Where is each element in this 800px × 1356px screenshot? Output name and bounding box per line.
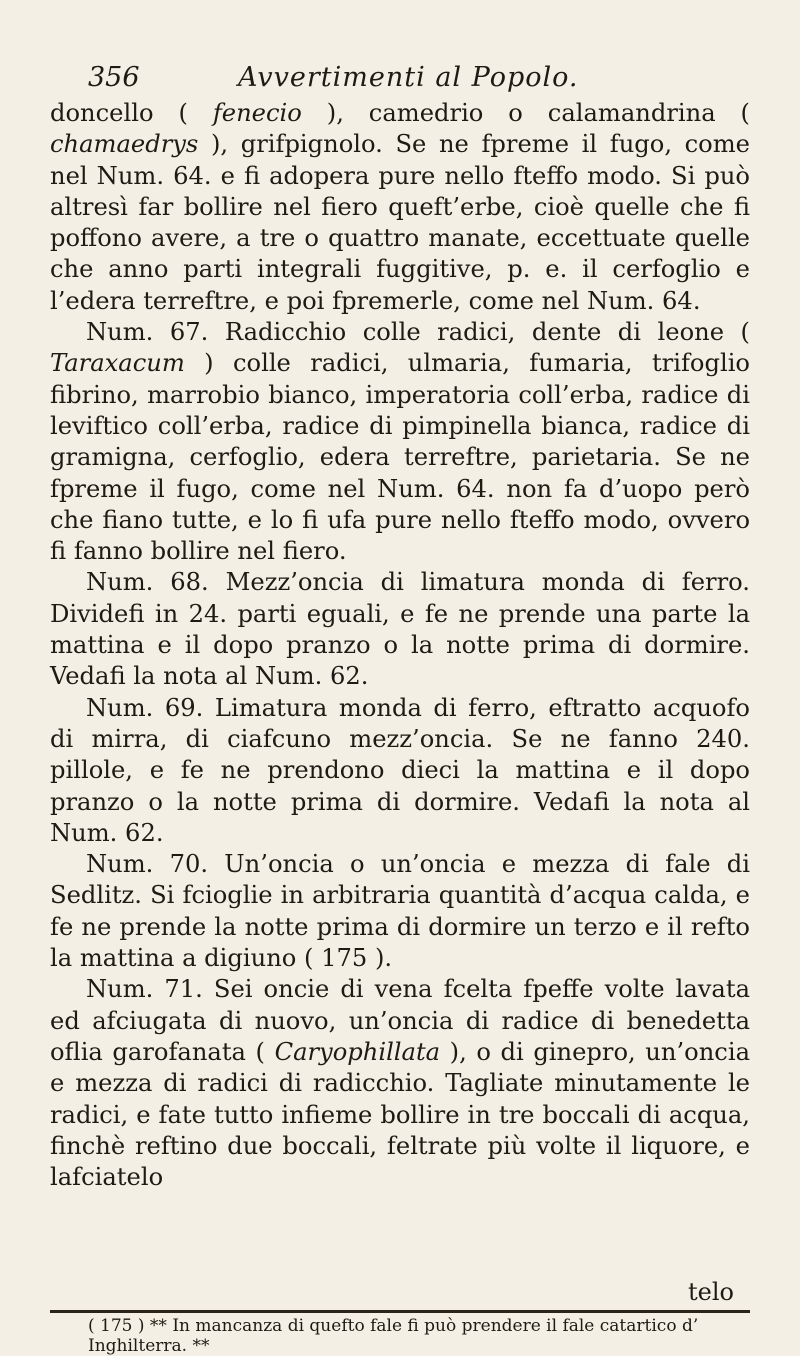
paragraph-num-71: Num. 71. Sei oncie di vena fcelta fpeffe volte lavata ed afciugata di nuovo, un’oncia di radice di benedetta oflia garofanata ( Caryophillata ), o di ginepro, un’oncia e mezza di radici di radicchio. Tagliate minutamente le radici, e fate tutto infieme bollire in tre boccali di acqua, finchè reftino due boccali, feltrate più volte il liquore, e lafciatelo: [50, 975, 750, 1192]
running-title: Avvertimenti al Popolo.: [238, 62, 579, 93]
paragraph-continuation: doncello ( fenecio ), camedrio o calamandrina ( chamaedrys ), grifpignolo. Se ne fpreme il fugo, come nel Num. 64. e fi adopera pure nello fteffo modo. Si può altresì far bollire nel fiero queft’erbe, cioè quelle che fi poffono avere, a tre o quattro manate, eccettuate quelle che anno parti integrali fuggitive, p. e. il cerfoglio e l’edera terreftre, e poi fpremerle, come nel Num. 64.: [50, 99, 750, 315]
paragraph-num-68: Num. 68. Mezz’oncia di limatura monda di ferro. Dividefi in 24. parti eguali, e fe ne prende una parte la mattina e il dopo pranzo o la notte prima di dormire. Vedafi la nota al Num. 62.: [50, 568, 750, 691]
page-header: [88, 62, 728, 98]
footnote-divider: [50, 1310, 750, 1313]
paragraph-num-67: Num. 67. Radicchio colle radici, dente di leone ( Taraxacum ) colle radici, ulmaria, fumaria, trifoglio fibrino, marrobio bianco, imperatoria coll’erba, radice di leviftico coll’erba, radice di pimpinella bianca, radice di gramigna, cerfoglio, edera terreftre, parietaria. Se ne fpreme il fugo, come nel Num. 64. non fa d’uopo però che fiano tutte, e lo fi ufa pure nello fteffo modo, ovvero fi fanno bollire nel fiero.: [50, 318, 750, 566]
body-text: [50, 98, 750, 1193]
page-number: 356: [88, 62, 140, 93]
paragraph-num-70: Num. 70. Un’oncia o un’oncia e mezza di fale di Sedlitz. Si fcioglie in arbitraria quantità d’acqua calda, e fe ne prende la notte prima di dormire un terzo e il refto la mattina a digiuno ( 175 ).: [50, 850, 750, 973]
paragraph-num-69: Num. 69. Limatura monda di ferro, eftratto acquofo di mirra, di ciafcuno mezz’oncia. Se ne fanno 240. pillole, e fe ne prendono dieci la mattina e il dopo pranzo o la notte prima di dormire. Vedafi la nota al Num. 62.: [50, 693, 750, 847]
catchword: telo: [688, 1278, 734, 1306]
footnote: ( 175 ) ** In mancanza di quefto fale fi può prendere il fale catartico d’ Inghilterra. **: [88, 1316, 699, 1356]
